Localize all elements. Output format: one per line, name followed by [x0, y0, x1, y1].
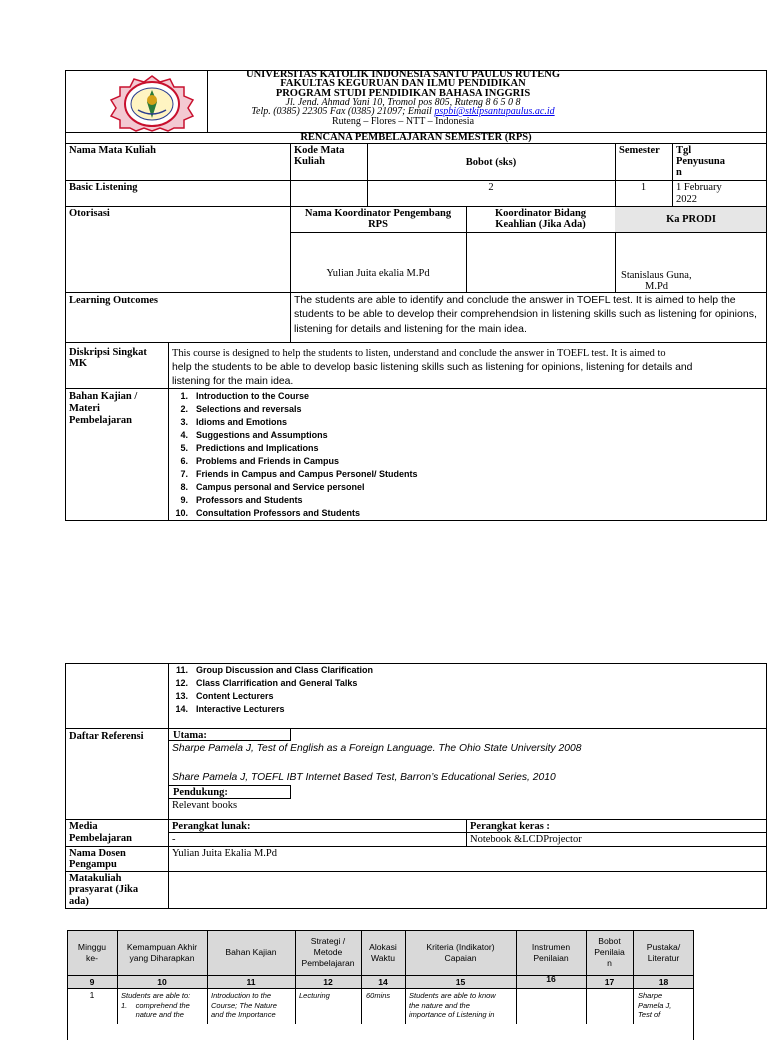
course-col-4 [672, 143, 673, 207]
col-semester: Semester [619, 145, 660, 156]
col-kode-1: Kode Mata [294, 145, 345, 156]
faculty-name: FAKULTAS KEGURUAN DAN ILMU PENDIDIKAN [280, 78, 526, 89]
deskripsi-label-1: Diskripsi Singkat [69, 347, 147, 358]
ka-prodi-label: Ka PRODI [666, 214, 716, 225]
course-semester: 1 [640, 182, 647, 193]
list-item: 12. Class Clarrification and General Talks [175, 678, 358, 688]
col-number: 11 [246, 977, 256, 987]
header-kriteria: Kriteria (Indikator) Capaian [426, 942, 495, 963]
col-number: 17 [604, 977, 615, 987]
pengembang-name: Yulian Juita ekalia M.Pd [326, 268, 430, 279]
dosen-divider [168, 846, 169, 872]
lo-divider [290, 292, 291, 343]
reference-2: Share Pamela J, TOEFL IBT Internet Based Test, Barron’s Educational Series, 2010 [172, 772, 556, 783]
bahan-kajian-label-1: Bahan Kajian / [69, 391, 138, 402]
prasyarat-divider [168, 871, 169, 909]
course-date-1: 1 February [676, 182, 722, 193]
referensi-label: Daftar Referensi [69, 731, 144, 742]
col-tgl-3: n [676, 167, 682, 178]
col-number: 16 [546, 974, 556, 984]
weekly-h1 [67, 975, 694, 976]
university-name: UNIVERSITAS KATOLIK INDONESIA SANTU PAULUS RUTENG [245, 69, 560, 80]
perangkat-keras-label: Perangkat keras : [470, 821, 550, 832]
course-col-1 [290, 143, 291, 207]
doc-title: RENCANA PEMBELAJARAN SEMESTER (RPS) [300, 132, 532, 143]
media-section [65, 819, 767, 847]
kaprodi-name-1: Stanislaus Guna, [621, 270, 692, 281]
row1-week: 1 [89, 990, 95, 1000]
media-label-1: Media [69, 821, 98, 832]
prasyarat-label-2: prasyarat (Jika [69, 884, 139, 895]
otorisasi-row-divider [290, 232, 767, 233]
weekly-h2 [67, 988, 694, 989]
header-strategi: Strategi / Metode Pembelajaran [301, 936, 355, 968]
list-item: 11. Group Discussion and Class Clarification [175, 665, 374, 675]
program-name: PROGRAM STUDI PENDIDIKAN BAHASA INGGRIS [275, 88, 531, 99]
course-date-2: 2022 [676, 194, 697, 205]
row1-pustaka: Sharpe Pamela J, Test of [638, 991, 672, 1019]
deskripsi-text-2: help the students to be able to develop basic listening skills such as listening for opinions, listening for details and [172, 362, 693, 373]
perangkat-lunak-value: - [172, 834, 176, 845]
media-divider [168, 819, 169, 847]
deskripsi-divider [168, 342, 169, 389]
prasyarat-section [65, 871, 767, 909]
col-number: 9 [89, 977, 95, 987]
deskripsi-label-2: MK [69, 358, 88, 369]
materi-list [170, 390, 418, 520]
media-row-divider [168, 832, 767, 833]
university-logo [100, 74, 204, 132]
col-bobot: Bobot (sks) [465, 157, 517, 168]
prasyarat-label-1: Matakuliah [69, 873, 122, 884]
dosen-label-1: Nama Dosen [69, 848, 126, 859]
col-kode-2: Kuliah [294, 156, 325, 167]
row1-kemampuan: Students are able to: 1. comprehend the nature and the [121, 991, 191, 1019]
list-item: 4. Suggestions and Assumptions [180, 430, 328, 440]
pendukung-text: Relevant books [172, 800, 238, 811]
learning-outcomes-label: Learning Outcomes [69, 295, 158, 306]
perangkat-keras-value: Notebook &LCDProjector [470, 834, 582, 845]
list-item: 5. Predictions and Implications [180, 443, 319, 453]
col-number: 14 [378, 977, 388, 987]
reference-1: Sharpe Pamela J, Test of English as a Foreign Language. The Ohio State University 2008 [172, 743, 582, 754]
list-item: 8. Campus personal and Service personel [180, 482, 365, 492]
perangkat-lunak-label: Perangkat lunak: [172, 821, 251, 832]
list-item: 2. Selections and reversals [180, 404, 302, 414]
col-number: 18 [658, 977, 669, 987]
contact-text: Telp. (0385) 22305 Fax (0385) 21097; Email [251, 106, 435, 117]
list-item: 9. Professors and Students [180, 495, 303, 505]
col-tgl-1: Tgl [676, 145, 692, 156]
course-col-2 [367, 143, 368, 207]
list-item: 6. Problems and Friends in Campus [180, 456, 340, 466]
pendukung-label: Pendukung: [173, 787, 228, 798]
course-table [65, 143, 767, 207]
prasyarat-label-3: ada) [69, 896, 89, 907]
bahan-kajian-label-3: Pembelajaran [69, 415, 132, 426]
header-alokasi: Alokasi Waktu [369, 942, 397, 963]
col-number: 10 [157, 977, 167, 987]
col-tgl-2: Penyusuna [676, 156, 726, 167]
row1-alokasi: 60mins [366, 991, 391, 1000]
list-item: 1. Introduction to the Course [180, 391, 309, 401]
course-credits: 2 [488, 182, 494, 193]
row1-strategi: Lecturing [299, 991, 330, 1000]
col-nama-mata-kuliah: Nama Mata Kuliah [69, 145, 156, 156]
col-number: 15 [455, 977, 466, 987]
header-kemampuan: Kemampuan Akhir yang Diharapkan [126, 942, 198, 963]
bk2-divider [168, 663, 169, 729]
dosen-label-2: Pengampu [69, 859, 117, 870]
kaprodi-name-2: M.Pd [645, 281, 669, 292]
deskripsi-text-3: listening for the main idea. [172, 376, 294, 387]
media-label-2: Pembelajaran [69, 833, 132, 844]
header-pustaka: Pustaka/ Literatur [646, 942, 681, 963]
email-link[interactable]: pspbi@stkipsantupaulus.ac.id [434, 106, 555, 117]
dosen-value: Yulian Juita Ekalia M.Pd [172, 848, 277, 859]
dosen-section [65, 846, 767, 872]
list-item: 7. Friends in Campus and Campus Personel/ Students [180, 469, 418, 479]
learning-outcomes-text: The students are able to identify and conclude the answer in TOEFL test. It is aimed to help the students to be able to develop their comprehendsion in listening skills such as listening for opinions, listening for details and listening for the main idea. [294, 294, 757, 335]
course-col-3 [615, 143, 616, 207]
media-divider-2 [466, 819, 467, 847]
header-instrumen: Instrumen Penilaian [531, 942, 571, 963]
utama-label: Utama: [173, 730, 207, 741]
list-item: 14. Interactive Lecturers [175, 704, 285, 714]
koordinator-bidang-1: Koordinator Bidang [494, 208, 587, 219]
address-line: Jl. Jend. Ahmad Yani 10, Tromol pos 805, Ruteng 8 6 5 0 8 [285, 97, 521, 108]
list-item: 13. Content Lecturers [175, 691, 274, 701]
header-minggu: Minggu ke- [77, 942, 107, 963]
header-bahan-kajian: Bahan Kajian [225, 947, 277, 957]
header-bobot: Bobot Penilaia n [594, 936, 625, 968]
ref-divider [168, 728, 169, 820]
row1-bahan: Introduction to the Course; The Nature and the Importance [211, 991, 277, 1019]
col-number: 12 [323, 977, 333, 987]
materi-list-continued [170, 664, 373, 716]
bahan-kajian-divider [168, 388, 169, 521]
koordinator-pengembang-1: Nama Koordinator Pengembang [304, 208, 452, 219]
course-row-divider [65, 180, 767, 181]
otorisasi-label: Otorisasi [69, 208, 110, 219]
course-name: Basic Listening [69, 182, 138, 193]
row1-kriteria: Students are able to know the nature and the importance of Listening in [409, 991, 496, 1019]
bahan-kajian-label-2: Materi [69, 403, 100, 414]
koordinator-pengembang-2: RPS [368, 219, 388, 230]
koordinator-bidang-2: Keahlian (Jika Ada) [495, 219, 586, 230]
list-item: 10. Consultation Professors and Students [175, 508, 361, 518]
deskripsi-text-1: This course is designed to help the students to listen, understand and conclude the answer in TOEFL test. It is aimed to [172, 348, 666, 359]
location-line: Ruteng – Flores – NTT – Indonesia [331, 116, 475, 127]
list-item: 3. Idioms and Emotions [180, 417, 288, 427]
